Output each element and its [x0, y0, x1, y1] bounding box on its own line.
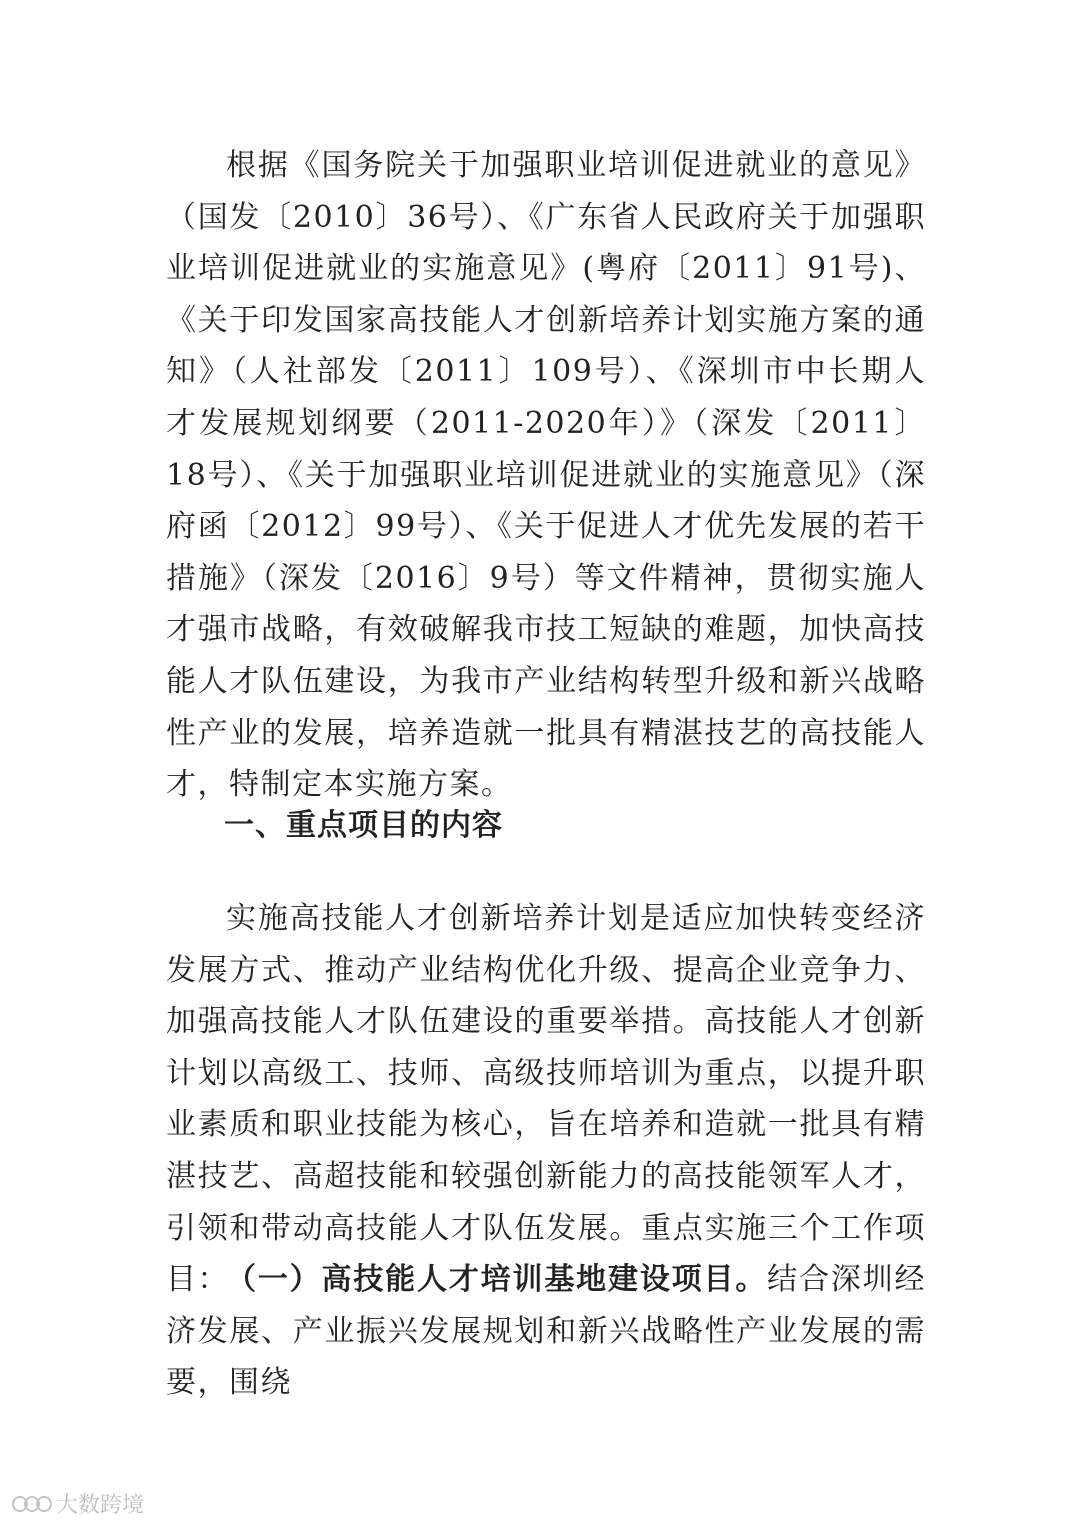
- project-title: （一）高技能人才培训基地建设项目。: [226, 1262, 768, 1297]
- intro-paragraph: 根据《国务院关于加强职业培训促进就业的意见》（国发〔2010〕36号）、《广东省人民政府关于加强职业培训促进就业的实施意见》(粤府〔2011〕91号)、《关于印发国家高技能人才创新培养计划实施方案的通知》（人社部发〔2011〕109号）、《深圳市中长期人才发展规划纲要（2011-2020年）》（深发〔2011〕18号）、《关于加强职业培训促进就业的实施意见》（深府函〔2012〕99号）、《关于促进人才优先发展的若干措施》（深发〔2016〕9号）等文件精神，贯彻实施人才强市战略，有效破解我市技工短缺的难题，加快高技能人才队伍建设，为我市产业结构转型升级和新兴战略性产业的发展，培养造就一批具有精湛技艺的高技能人才，特制定本实施方案。: [166, 148, 926, 803]
- project-paragraph: [166, 1254, 926, 1409]
- watermark: [12, 1488, 144, 1519]
- watermark-text: 大数跨境: [56, 1493, 145, 1518]
- logo-icon: [12, 1492, 52, 1516]
- body-paragraph: 实施高技能人才创新培养计划是适应加快转变经济发展方式、推动产业结构优化升级、提高企业竞争力、加强高技能人才队伍建设的重要举措。高技能人才创新计划以高级工、技师、高级技师培训为重点，以提升职业素质和职业技能为核心，旨在培养和造就一批具有精湛技艺、高超技能和较强创新能力的高技能领军人才，引领和带动高技能人才队伍发展。重点实施三个工作项目：: [166, 901, 926, 1298]
- project-text: 结合深圳经济发展、产业振兴发展规划和新兴战略性产业发展的需要，围绕: [166, 1262, 927, 1401]
- section-heading: 一、重点项目的内容: [224, 808, 503, 843]
